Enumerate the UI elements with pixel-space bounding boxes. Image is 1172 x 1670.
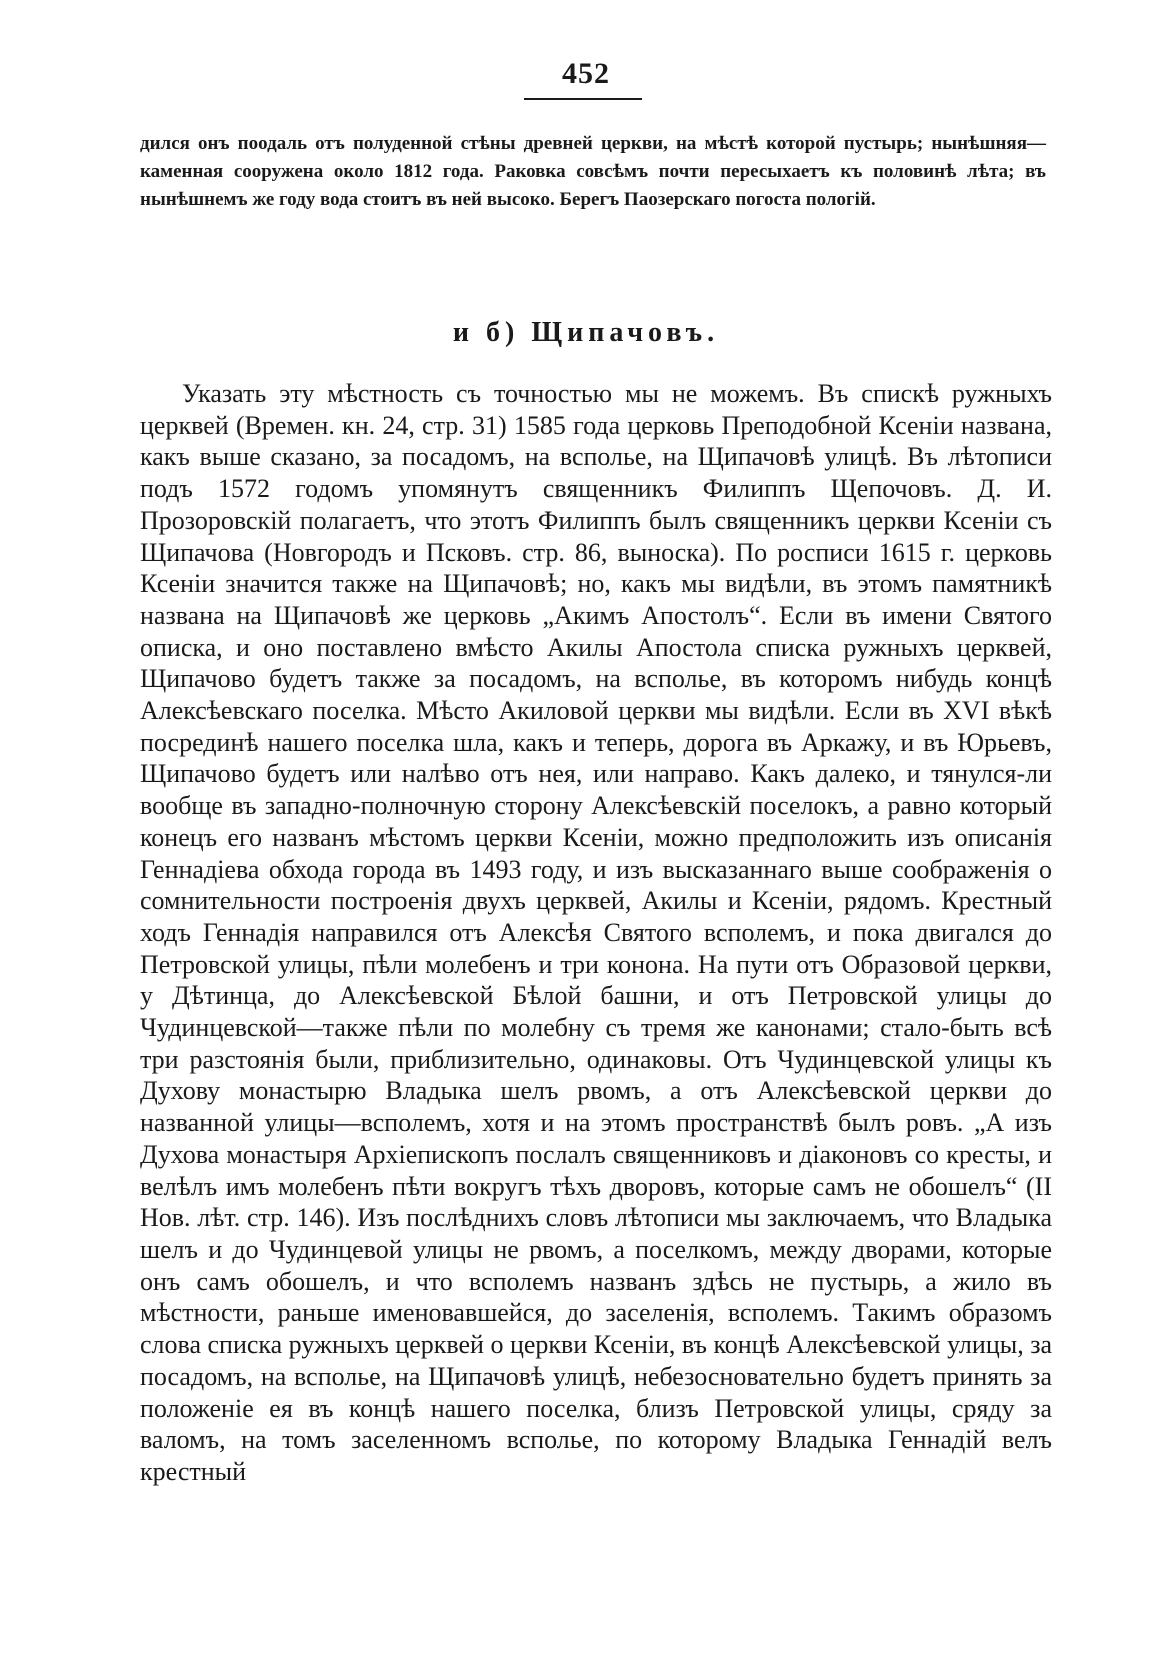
body-paragraph: Указать эту мѣстность съ точностью мы не можемъ. Въ спискѣ ружныхъ церквей (Времен. кн. 24, стр. 31) 1585 года церковь Преподобной Ксеніи названа, какъ выше сказано, за посадомъ, на всполье, на Щипачовѣ улицѣ. Въ лѣтописи подъ 1572 годомъ упомянутъ священникъ Филиппъ Щепочовъ. Д. И. Прозоровскій полагаетъ, что этотъ Филиппъ былъ священникъ церкви Ксеніи съ Щипачова (Новгородъ и Псковъ. стр. 86, выноска). По росписи 1615 г. церковь Ксеніи значится также на Щипачовѣ; но, какъ мы видѣли, въ этомъ памятникѣ названа на Щипачовѣ же церковь „Акимъ Апостолъ“. Если въ имени Святого описка, и оно поставлено вмѣсто Акилы Апостола списка ружныхъ церквей, Щипачово будетъ также за посадомъ, на всполье, въ которомъ нибудь концѣ Алексѣевскаго поселка. Мѣсто Акиловой церкви мы видѣли. Если въ XVI вѣкѣ посрединѣ нашего поселка шла, какъ и теперь, дорога въ Аркажу, и въ Юрьевъ, Щипачово будетъ или налѣво отъ нея, или направо. Какъ далеко, и тянулся-ли вообще въ западно-полночную сторону Алексѣевскій поселокъ, а равно который конецъ его названъ мѣстомъ церкви Ксеніи, можно предположить изъ описанія Геннадіева обхода города въ 1493 году, и изъ высказаннаго выше соображенія о сомнительности построенія двухъ церквей, Акилы и Ксеніи, рядомъ. Крестный ходъ Геннадія направился отъ Алексѣя Святого всполемъ, и пока двигался до Петровской улицы, пѣли молебенъ и три конона. На пути отъ Образовой церкви, у Дѣтинца, до Алексѣевской Бѣлой башни, и отъ Петровской улицы до Чудинцевской—также пѣли по молебну съ тремя же канонами; стало-быть всѣ три разстоянія были, приблизительно, одинаковы. Отъ Чудинцевской улицы къ Духову монастырю Владыка шелъ рвомъ, а отъ Алексѣевской церкви до названной улицы—всполемъ, хотя и на этомъ пространствѣ былъ ровъ. „А изъ Духова монастыря Архіепископъ послалъ священниковъ и діаконовъ со кресты, и велѣлъ имъ молебенъ пѣти вокругъ тѣхъ дворовъ, которые самъ не обошелъ“ (II Нов. лѣт. стр. 146). Изъ послѣднихъ словъ лѣтописи мы заключаемъ, что Владыка шелъ и до Чудинцевой улицы не рвомъ, а поселкомъ, между дворами, которые онъ самъ обошелъ, и что всполемъ названъ здѣсь не пустырь, а жило въ мѣстности, раньше именовавшейся, до заселенія, всполемъ. Такимъ образомъ слова списка ружныхъ церквей о церкви Ксеніи, въ концѣ Алексѣевской улицы, за посадомъ, на всполье, на Щипачовѣ улицѣ, небезосновательно будетъ принять за положеніе ея въ концѣ нашего поселка, близъ Петровской улицы, сряду за валомъ, на томъ заселенномъ всполье, по которому Владыка Геннадій велъ крестный [140,379,1053,1486]
footnote-continuation: дился онъ поодаль отъ полуденной стѣны древней церкви, на мѣстѣ которой пустырь; нынѣшняя—каменная сооружена около 1812 года. Раковка совсѣмъ почти пересыхаетъ къ половинѣ лѣта; въ нынѣшнемъ же году вода стоитъ въ ней высоко. Берегъ Паозерскаго погоста пологій. [140,133,1046,210]
page-number: 452 [562,57,610,90]
section-heading: и б) Щипачовъ. [452,317,720,348]
page-number-rule [524,98,642,100]
